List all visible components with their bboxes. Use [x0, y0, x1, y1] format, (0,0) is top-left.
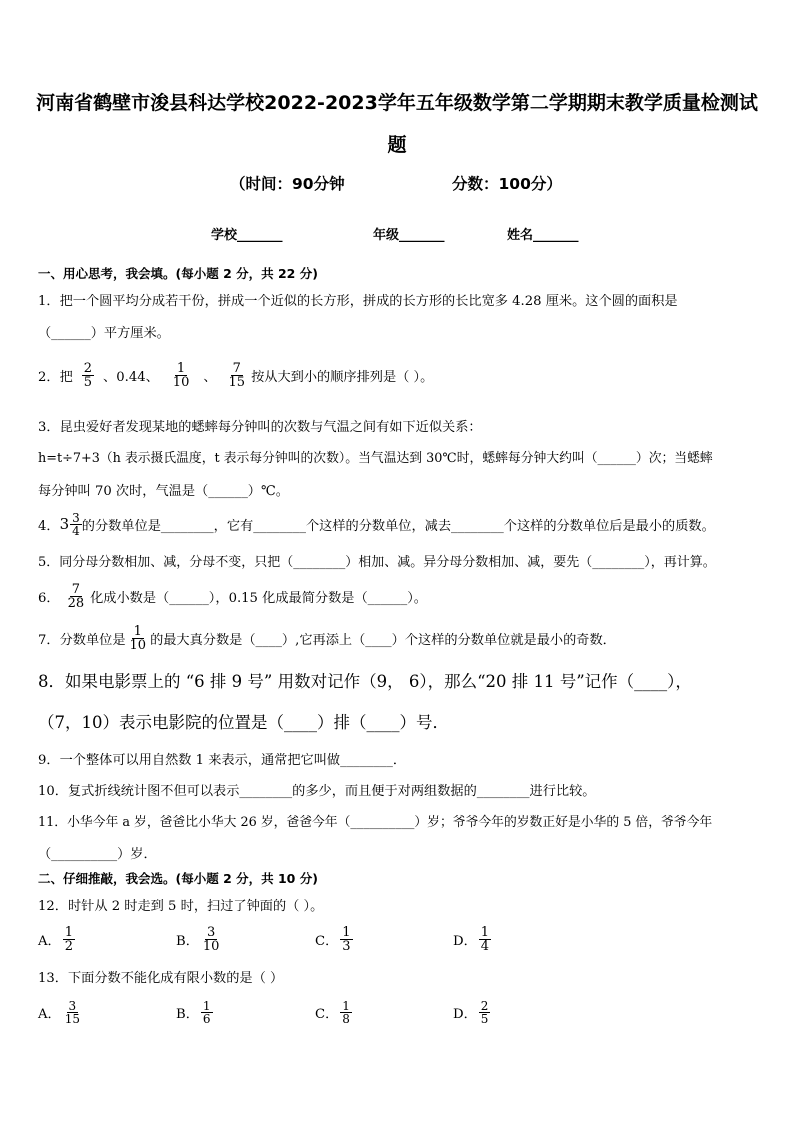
question-7-prefix: 7．分数单位是	[38, 632, 126, 648]
numerator: 7	[232, 360, 241, 376]
question-9: 9．一个整体可以用自然数 1 来表示，通常把它叫做________．	[38, 753, 407, 768]
question-11-line1: 11．小华今年 a 岁，爸爸比小华大 26 岁，爸爸今年（__________）岁；爷爷今年的岁数正好是小华的 5 倍，爷爷今年	[38, 815, 713, 830]
denominator: 5	[480, 1011, 489, 1026]
numerator: 1	[64, 924, 73, 940]
fraction	[340, 926, 352, 953]
grade-field: 年级_______	[373, 228, 445, 243]
question-1-line1: 1．把一个圆平均分成若干份，拼成一个近似的长方形，拼成的长方形的长比宽多 4.28 厘米。这个圆的面积是	[38, 294, 678, 309]
option-b[interactable]	[176, 1000, 315, 1025]
whole-part: 3	[59, 515, 70, 533]
question-2-suffix: 按从大到小的顺序排列是（ ）。	[251, 369, 434, 385]
option-label: A．	[38, 933, 61, 949]
numerator: 1	[202, 998, 211, 1013]
numerator: 3	[68, 998, 77, 1013]
question-2	[38, 355, 433, 395]
section-heading: 一、用心思考，我会填。(每小题 2 分，共 22 分)	[38, 266, 318, 281]
school-field: 学校_______	[211, 228, 283, 243]
numerator: 3	[207, 924, 216, 940]
option-c[interactable]	[315, 926, 453, 953]
question-10: 10．复式折线统计图不但可以表示________的多少，而且便于对两组数据的________进行比较。	[38, 784, 596, 799]
denominator: 4	[72, 523, 80, 538]
denominator: 8	[342, 1011, 350, 1026]
section-heading: 二、仔细推敲，我会选。(每小题 2 分，共 10 分)	[38, 871, 318, 886]
fraction	[66, 583, 87, 610]
question-8-line2: （7，10）表示电影院的位置是（____）排（____）号．	[38, 713, 449, 732]
numerator: 2	[83, 360, 93, 376]
question-4-suffix: 的分数单位是________，它有________个这样的分数单位，减去________个这样的分数单位后是最小的质数。	[81, 518, 715, 534]
exam-time: （时间：90分钟	[230, 175, 345, 193]
option-label: C．	[315, 1006, 339, 1022]
denominator: 28	[67, 595, 85, 611]
name-field: 姓名_______	[507, 228, 579, 243]
numerator: 1	[176, 360, 186, 376]
question-2-prefix: 2．把	[38, 369, 73, 385]
denominator: 4	[480, 938, 490, 954]
fraction	[201, 1000, 213, 1025]
question-2-mid2: 、	[203, 369, 217, 385]
fraction	[201, 926, 222, 953]
question-6-suffix: 化成小数是（______），0.15 化成最简分数是（______）。	[90, 590, 427, 606]
fraction	[479, 1000, 491, 1025]
fraction	[227, 362, 248, 389]
question-7-suffix: 的最大真分数是（____）,它再添上（____）个这样的分数单位就是最小的奇数．	[150, 632, 616, 648]
page-title: 河南省鹤壁市浚县科达学校2022-2023学年五年级数学第二学期期末教学质量检测试	[36, 92, 758, 114]
numerator: 1	[342, 924, 351, 940]
option-label: A．	[38, 1006, 61, 1022]
mixed-number	[60, 512, 82, 537]
fraction	[63, 926, 75, 953]
exam-score: 分数：100分）	[452, 175, 562, 193]
question-4	[38, 505, 715, 543]
option-label: B．	[176, 1006, 199, 1022]
option-b[interactable]	[176, 926, 315, 953]
option-d[interactable]	[453, 1000, 553, 1025]
option-label: D．	[453, 933, 477, 949]
denominator: 10	[129, 637, 147, 653]
question-13-options	[38, 992, 553, 1032]
question-5: 5．同分母分数相加、减，分母不变，只把（________）相加、减。异分母分数相加、减，要先（________），再计算。	[38, 555, 716, 570]
fraction	[479, 926, 491, 953]
denominator: 3	[342, 938, 351, 954]
option-label: B．	[176, 933, 199, 949]
option-a[interactable]	[38, 926, 176, 953]
question-7	[38, 618, 616, 658]
fraction	[63, 1000, 82, 1025]
numerator: 3	[72, 510, 80, 525]
fraction	[82, 362, 94, 389]
option-a[interactable]	[38, 1000, 176, 1025]
fraction	[70, 512, 82, 537]
question-12: 12．时针从 2 时走到 5 时，扫过了钟面的（ ）。	[38, 899, 324, 914]
denominator: 5	[83, 374, 93, 390]
option-c[interactable]	[315, 1000, 453, 1025]
question-4-prefix: 4．	[38, 518, 60, 534]
question-3-line2: h=t÷7+3（h 表示摄氏温度，t 表示每分钟叫的次数）。当气温达到 30℃时，蟋蟀每分钟大约叫（______）次；当蟋蟀	[38, 451, 713, 466]
numerator: 1	[133, 623, 142, 639]
numerator: 7	[71, 581, 80, 597]
fraction	[340, 1000, 352, 1025]
question-12-options	[38, 919, 553, 959]
numerator: 2	[480, 998, 489, 1013]
question-8-line1: 8．如果电影票上的 “6 排 9 号” 用数对记作（9， 6），那么“20 排 11 号”记作（____），	[38, 672, 692, 691]
denominator: 15	[228, 374, 246, 390]
fraction	[128, 625, 149, 652]
fraction	[171, 362, 192, 389]
denominator: 2	[64, 938, 73, 954]
question-2-mid1: 、0.44、	[103, 369, 159, 385]
question-3-line3: 每分钟叫 70 次时，气温是（______）℃。	[38, 484, 289, 499]
question-11-line2: （__________）岁．	[38, 847, 157, 862]
option-label: D．	[453, 1006, 477, 1022]
denominator: 10	[172, 374, 190, 390]
denominator: 10	[202, 938, 220, 954]
numerator: 1	[342, 998, 350, 1013]
question-13: 13．下面分数不能化成有限小数的是（ ）	[38, 971, 284, 986]
denominator: 15	[64, 1011, 80, 1026]
question-6-prefix: 6．	[38, 590, 60, 606]
question-6	[38, 576, 427, 616]
page-title-continued: 题	[387, 134, 407, 156]
question-3-line1: 3．昆虫爱好者发现某地的蟋蟀每分钟叫的次数与气温之间有如下近似关系：	[38, 420, 482, 435]
denominator: 6	[202, 1011, 211, 1026]
option-d[interactable]	[453, 926, 553, 953]
numerator: 1	[480, 924, 490, 940]
question-1-line2: （______）平方厘米。	[38, 326, 170, 341]
option-label: C．	[315, 933, 339, 949]
